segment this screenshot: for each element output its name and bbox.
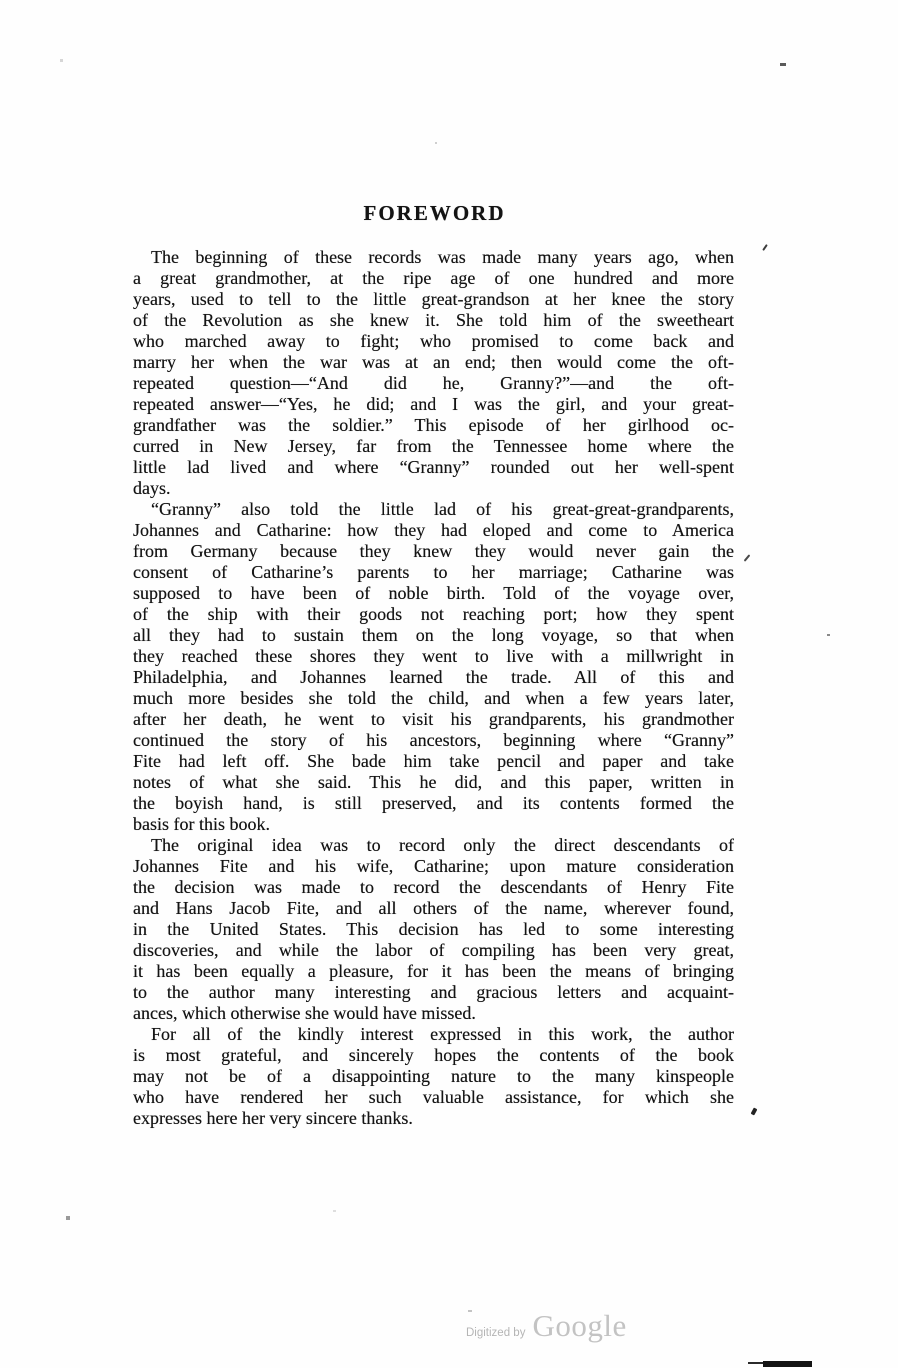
- text-line: the decision was made to record the descendants of Henry Fite: [133, 877, 734, 897]
- text-line: consent of Catharine’s parents to her marriage; Catharine was: [133, 562, 734, 582]
- scan-speck: [435, 142, 437, 144]
- text-line: Philadelphia, and Johannes learned the trade. All of this and: [133, 667, 734, 687]
- text-line: of the ship with their goods not reaching port; how they spent: [133, 604, 734, 624]
- text-line: supposed to have been of noble birth. Told of the voyage over,: [133, 583, 734, 603]
- text-line: For all of the kindly interest expressed in this work, the author: [151, 1024, 734, 1044]
- text-line: to the author many interesting and gracious letters and acquaint-: [133, 982, 734, 1002]
- scan-speck: [780, 63, 786, 66]
- text-line: may not be of a disappointing nature to the many kinspeople: [133, 1066, 734, 1086]
- text-line: continued the story of his ancestors, beginning where “Granny”: [133, 730, 734, 750]
- text-line: it has been equally a pleasure, for it has been the means of bringing: [133, 961, 734, 981]
- text-line: expresses here her very sincere thanks.: [133, 1108, 413, 1128]
- text-line: The original idea was to record only the direct descendants of: [151, 835, 734, 855]
- scan-speck: [827, 634, 830, 636]
- text-line: The beginning of these records was made many years ago, when: [151, 247, 734, 267]
- text-line: after her death, he went to visit his grandparents, his grandmother: [133, 709, 734, 729]
- text-line: repeated answer—“Yes, he did; and I was the girl, and your great-: [133, 394, 734, 414]
- text-line: notes of what she said. This he did, and this paper, written in: [133, 772, 734, 792]
- text-line: ances, which otherwise she would have missed.: [133, 1003, 476, 1023]
- text-line: “Granny” also told the little lad of his great-great-grandparents,: [151, 499, 734, 519]
- text-line: discoveries, and while the labor of compiling has been very great,: [133, 940, 734, 960]
- text-line: grandfather was the soldier.” This episode of her girlhood oc-: [133, 415, 734, 435]
- scan-speck: [60, 59, 63, 62]
- text-line: days.: [133, 478, 171, 498]
- text-line: they reached these shores they went to live with a millwright in: [133, 646, 734, 666]
- text-line: from Germany because they knew they would never gain the: [133, 541, 734, 561]
- text-line: and Hans Jacob Fite, and all others of the name, wherever found,: [133, 898, 734, 918]
- scan-speck: [468, 1310, 472, 1312]
- google-logo: Google: [532, 1308, 627, 1343]
- text-line: who have rendered her such valuable assistance, for which she: [133, 1087, 734, 1107]
- scan-speck: [762, 244, 768, 251]
- paragraph: [133, 499, 734, 835]
- text-line: is most grateful, and sincerely hopes the contents of the book: [133, 1045, 734, 1065]
- scan-speck: [744, 554, 751, 561]
- text-line: in the United States. This decision has led to some interesting: [133, 919, 734, 939]
- text-line: marry her when the war was at an end; then would come the oft-: [133, 352, 734, 372]
- text-line: the boyish hand, is still preserved, and its contents formed the: [133, 793, 734, 813]
- text-line: repeated question—“And did he, Granny?”—and the oft-: [133, 373, 734, 393]
- scan-speck: [66, 1216, 70, 1220]
- paragraph: [133, 247, 734, 499]
- paragraph: [133, 835, 734, 1024]
- text-line: who marched away to fight; who promised to come back and: [133, 331, 734, 351]
- text-line: Johannes Fite and his wife, Catharine; upon mature consideration: [133, 856, 734, 876]
- google-watermark: [466, 1308, 627, 1344]
- text-line: basis for this book.: [133, 814, 270, 834]
- text-line: years, used to tell to the little great-grandson at her knee the story: [133, 289, 734, 309]
- scan-artifact-bar: [763, 1361, 812, 1367]
- digitized-by-label: Digitized by: [466, 1327, 526, 1339]
- text-line: little lad lived and where “Granny” rounded out her well-spent: [133, 457, 734, 477]
- foreword-text: [133, 247, 734, 1129]
- text-line: Fite had left off. She bade him take pencil and paper and take: [133, 751, 734, 771]
- text-line: Johannes and Catharine: how they had eloped and come to America: [133, 520, 734, 540]
- text-line: a great grandmother, at the ripe age of one hundred and more: [133, 268, 734, 288]
- text-line: much more besides she told the child, and when a few years later,: [133, 688, 734, 708]
- scan-speck: [751, 1107, 758, 1115]
- text-line: all they had to sustain them on the long voyage, so that when: [133, 625, 734, 645]
- scan-speck: [333, 1210, 336, 1212]
- page-title: FOREWORD: [363, 201, 506, 225]
- text-line: of the Revolution as she knew it. She told him of the sweetheart: [133, 310, 734, 330]
- paragraph: [133, 1024, 734, 1129]
- text-line: curred in New Jersey, far from the Tennessee home where the: [133, 436, 734, 456]
